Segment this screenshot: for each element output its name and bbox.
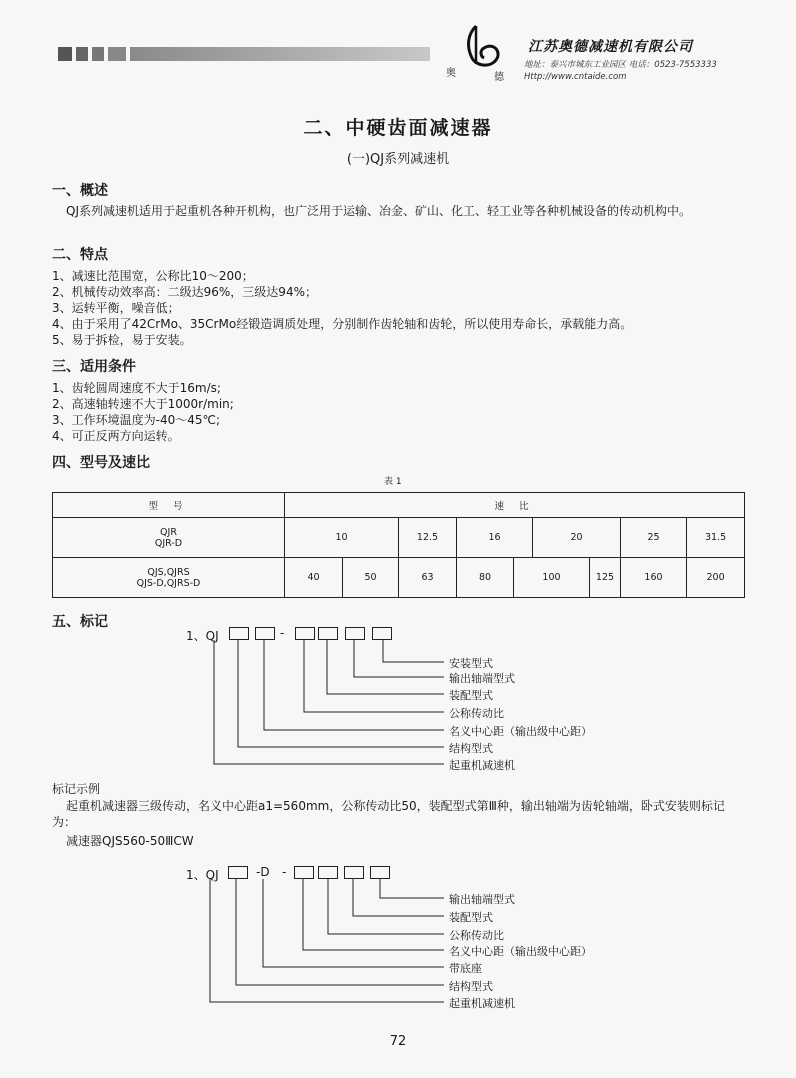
- feature-item: 4、由于采用了42CrMo、35CrMo经锻造调质处理，分别制作齿轮轴和齿轮，所以使用寿命长，承载能力高。: [52, 317, 633, 331]
- table-cell-ratio: 10: [285, 518, 399, 558]
- example-heading: 标记示例: [52, 782, 101, 796]
- diagram-2-dash: -: [282, 865, 287, 879]
- table-cell-ratio: 160: [621, 558, 687, 598]
- feature-item: 3、运转平衡，噪音低；: [52, 301, 180, 315]
- diagram-1-dash: -: [280, 626, 285, 640]
- condition-item: 3、工作环境温度为-40～45℃;: [52, 413, 221, 427]
- overview-heading: 一、概述: [52, 183, 108, 199]
- diagram-1-label: 安装型式: [449, 657, 493, 670]
- diagram-1-label: 结构型式: [449, 742, 493, 755]
- conditions-heading: 三、适用条件: [52, 359, 136, 375]
- table-cell-ratio: 200: [687, 558, 745, 598]
- table-cell-ratio: 25: [621, 518, 687, 558]
- logo-text-left: 奥: [446, 68, 456, 79]
- table-cell-ratio: 31.5: [687, 518, 745, 558]
- company-name: 江苏奥德减速机有限公司: [528, 39, 693, 55]
- diagram-1-label: 装配型式: [449, 689, 493, 702]
- table-cell-model: QJR QJR-D: [53, 518, 285, 558]
- feature-item: 5、易于拆检，易于安装。: [52, 333, 192, 347]
- example-text: 起重机减速器三级传动，名义中心距a1=560mm，公称传动比50，装配型式第Ⅲ种，输出轴端为齿轮轴端，卧式安装则标记为：: [52, 799, 725, 829]
- code-box: [318, 866, 338, 879]
- marking-heading: 五、标记: [52, 614, 108, 630]
- feature-item: 1、减速比范围宽，公称比10～200；: [52, 269, 254, 283]
- diagram-1-label: 公称传动比: [449, 707, 504, 720]
- code-box: [228, 866, 248, 879]
- code-box: [344, 866, 364, 879]
- diagram-2-prefix: 1、QJ: [186, 868, 219, 882]
- diagram-2-label: 装配型式: [449, 911, 493, 924]
- condition-item: 4、可正反两方向运转。: [52, 429, 180, 443]
- table-cell-model: QJS,QJRS QJS-D,QJRS-D: [53, 558, 285, 598]
- table-header-model: 型 号: [53, 493, 285, 518]
- table-cell-ratio: 40: [285, 558, 343, 598]
- table-cell-ratio: 63: [399, 558, 457, 598]
- table-cell-ratio: 50: [343, 558, 399, 598]
- code-box: [294, 866, 314, 879]
- table-cell-ratio: 16: [457, 518, 533, 558]
- table-cell-ratio: 20: [533, 518, 621, 558]
- logo-text-right: 德: [494, 72, 504, 83]
- code-box: [370, 866, 390, 879]
- diagram-2-middle: -D: [256, 865, 270, 879]
- table-cell-ratio: 125: [590, 558, 621, 598]
- company-address: 地址：泰兴市城东工业园区 电话：0523-7553333: [524, 60, 717, 70]
- page-title: 二、中硬齿面减速器: [303, 117, 493, 139]
- diagram-1-label: 输出轴端型式: [449, 672, 515, 685]
- overview-text: QJ系列减速机适用于起重机各种开机构，也广泛用于运输、冶金、矿山、化工、轻工业等各种机械设备的传动机构中。: [66, 204, 691, 218]
- diagram-1-prefix: 1、QJ: [186, 629, 219, 643]
- table-cell-ratio: 80: [457, 558, 514, 598]
- table-header-ratio: 速 比: [285, 493, 745, 518]
- table-cell-ratio: 100: [514, 558, 590, 598]
- page-number: 72: [389, 1034, 407, 1049]
- diagram-2-label: 输出轴端型式: [449, 893, 515, 906]
- table-caption: 表 1: [384, 477, 402, 487]
- features-heading: 二、特点: [52, 247, 108, 263]
- condition-item: 1、齿轮圆周速度不大于16m/s;: [52, 381, 221, 395]
- condition-item: 2、高速轴转速不大于1000r/min;: [52, 397, 234, 411]
- diagram-1-label: 起重机减速机: [449, 759, 515, 772]
- diagram-2-label: 结构型式: [449, 980, 493, 993]
- diagram-2-label: 起重机减速机: [449, 997, 515, 1010]
- company-website: Http://www.cntaide.com: [524, 72, 627, 82]
- table-cell-ratio: 12.5: [399, 518, 457, 558]
- diagram-2-label: 公称传动比: [449, 929, 504, 942]
- diagram-1-label: 名义中心距（输出级中心距）: [449, 725, 592, 738]
- models-heading: 四、型号及速比: [52, 455, 150, 471]
- page-subtitle: (一)QJ系列减速机: [346, 152, 450, 167]
- feature-item: 2、机械传动效率高：二级达96%，三级达94%；: [52, 285, 317, 299]
- example-code: 减速器QJS560-50ⅢCW: [66, 834, 194, 848]
- diagram-2-label: 名义中心距（输出级中心距）: [449, 945, 592, 958]
- diagram-2-label: 带底座: [449, 962, 482, 975]
